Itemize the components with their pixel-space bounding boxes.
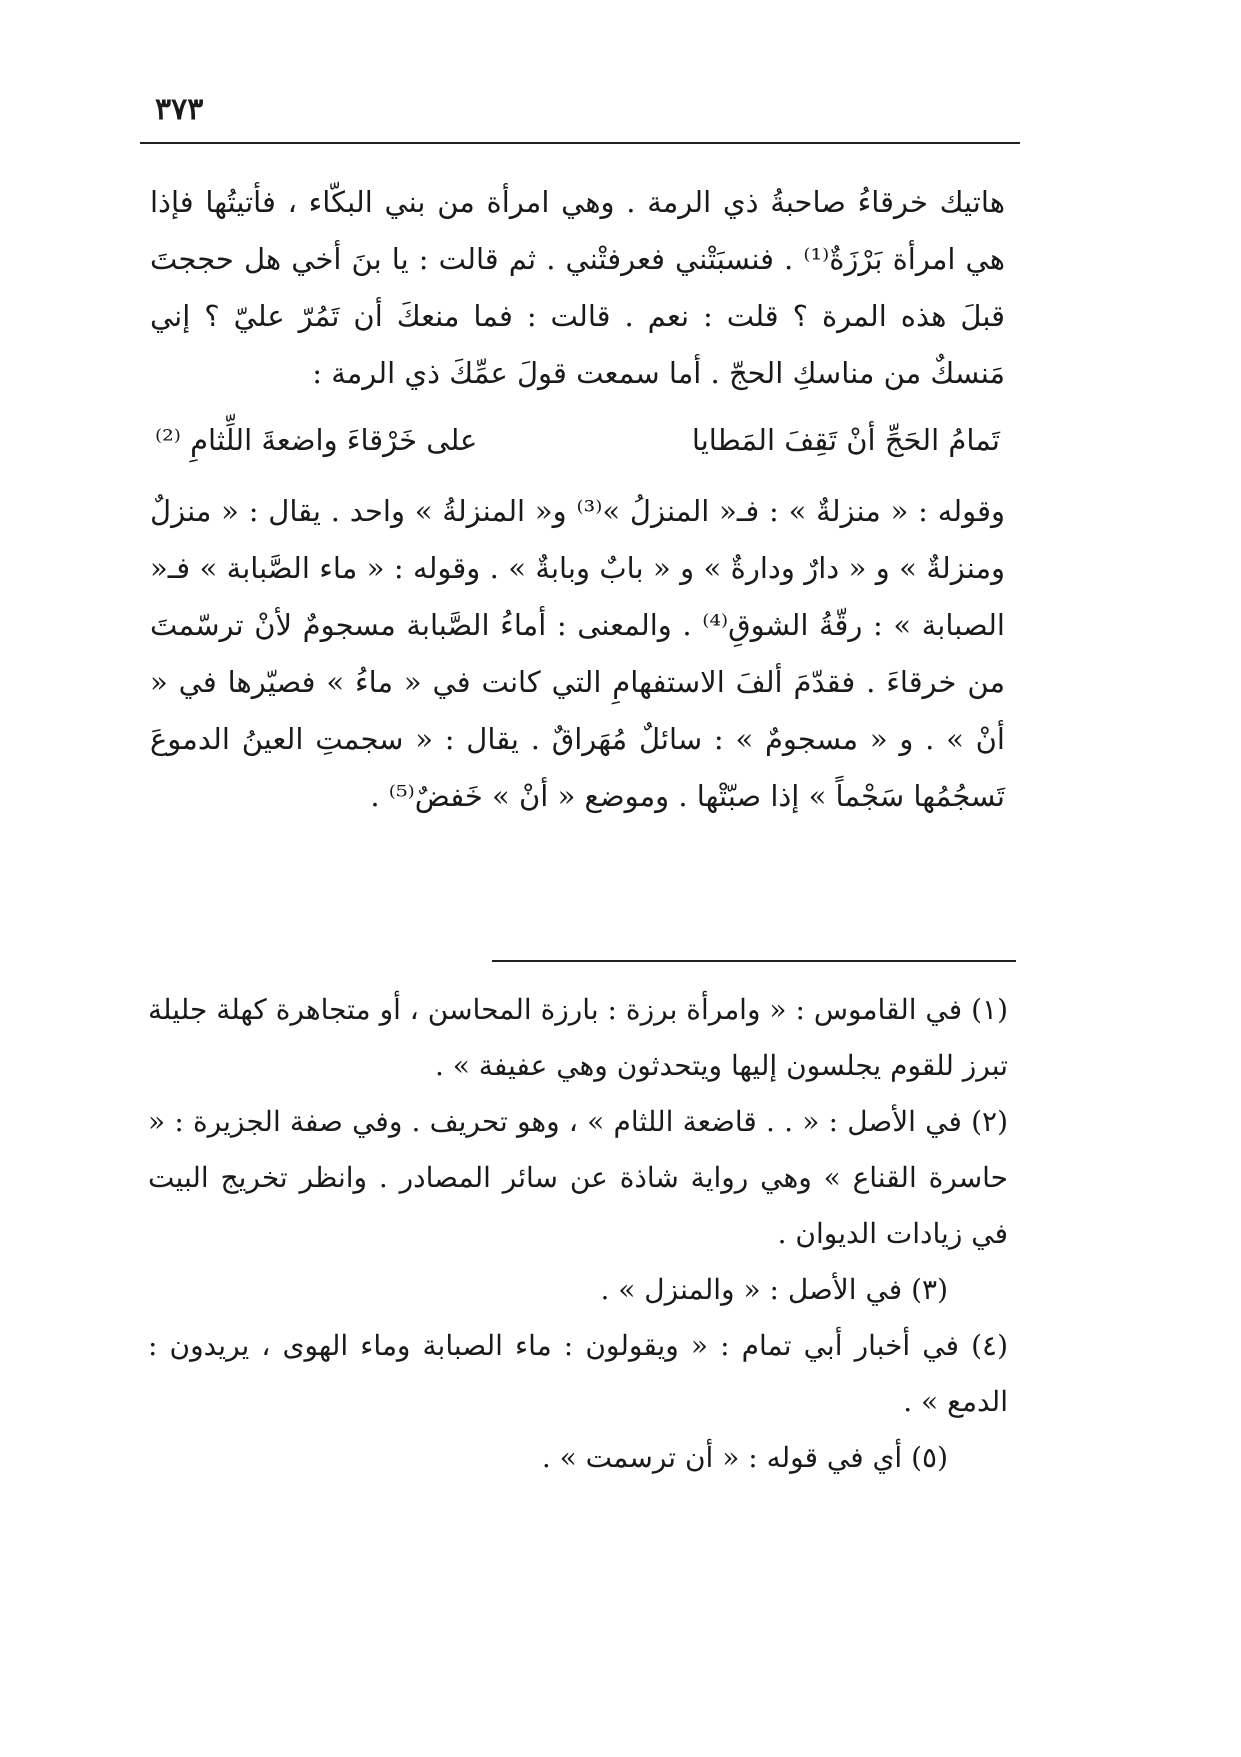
footnote-4: (٤) في أخبار أبي تمام : « ويقولون : ماء الصبابة وماء الهوى ، يريدون : الدمع » . <box>148 1329 1008 1418</box>
main-text <box>150 174 1005 825</box>
footnote-2: (٢) في الأصل : « . . قاضعة اللثام » ، وهو تحريف . وفي صفة الجزيرة : « حاسرة القناع » وهي رواية شاذة عن سائر المصادر . وانظر تخريج البيت في زيادات الديوان . <box>148 1105 1008 1250</box>
poetry-verse <box>150 412 1005 469</box>
paragraph-1: هاتيك خرقاءُ صاحبةُ ذي الرمة . وهي امرأة من بني البكّاء ، فأتيتُها فإذا هي امرأة بَرْزَةٌ⁽¹⁾ . فنسبَتْني فعرفتْني . ثم قالت : يا بنَ أخي هل حججتَ قبلَ هذه المرة ؟ قلت : نعم . قالت : فما منعكَ أن تَمُرّ عليّ ؟ إني مَنسكٌ من مناسكِ الحجّ . أما سمعت قولَ عمِّكَ ذي الرمة : <box>150 185 1006 390</box>
footnote-separator <box>492 960 1016 962</box>
footnote-1: (١) في القاموس : « وامرأة برزة : بارزة المحاسن ، أو متجاهرة كهلة جليلة تبرز للقوم يجلسون إليها ويتحدثون وهي عفيفة » . <box>148 993 1008 1082</box>
footnote-3: (٣) في الأصل : « والمنزل » . <box>600 1273 948 1306</box>
header-rule <box>140 142 1020 144</box>
verse-second-hemistich: على خَرْقاءَ واضعةَ اللِّثامِ ⁽²⁾ <box>155 423 478 457</box>
page-number: ٣٧٣ <box>155 92 204 127</box>
footnote-5: (٥) أي في قوله : « أن ترسمت » . <box>541 1441 948 1474</box>
paragraph-2: وقوله : « منزلةٌ » : فـ« المنزلُ »⁽³⁾ و« المنزلةُ » واحد . يقال : « منزلٌ ومنزلةٌ » و « دارٌ ودارةٌ » و « بابٌ وبابةٌ » . وقوله : « ماء الصَّبابة » فـ« الصبابة » : رقّةُ الشوقِ⁽⁴⁾ . والمعنى : أماءُ الصَّبابة مسجومٌ لأنْ ترسّمتَ من خرقاءَ . فقدّمَ ألفَ الاستفهامِ التي كانت في « ماءُ » فصيّرها في « أنْ » . و « مسجومٌ » : سائلٌ مُهَراقٌ . يقال : « سجمتِ العينُ الدموعَ تَسجُمُها سَجْماً » إذا صبّتْها . وموضع « أنْ » خَفضٌ⁽⁵⁾ . <box>150 494 1005 813</box>
footnotes <box>148 982 1008 1486</box>
verse-first-hemistich: تَمامُ الحَجِّ أنْ تَقِفَ المَطايا <box>691 423 1000 457</box>
